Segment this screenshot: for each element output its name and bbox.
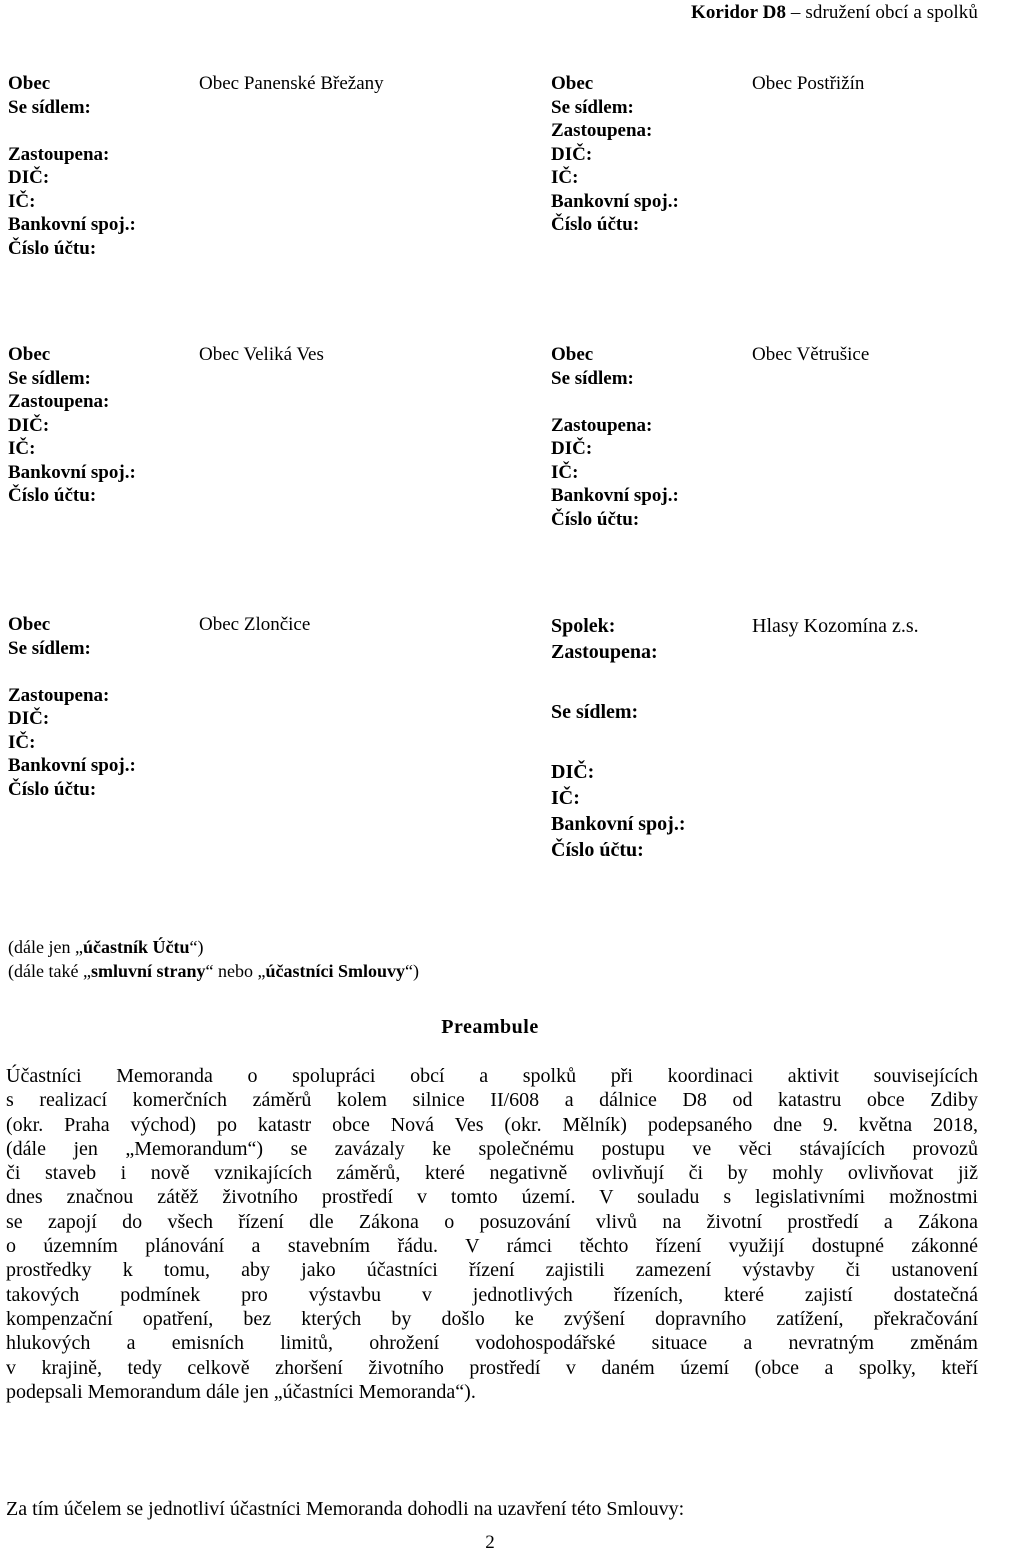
party-name-4: Obec Větrušice (752, 344, 870, 365)
running-header (691, 2, 978, 24)
label-sidlo: Se sídlem: (8, 367, 91, 389)
label-bank: Bankovní spoj.: (551, 485, 679, 506)
label-dic: DIČ: (8, 708, 50, 729)
label-sidlo: Se sídlem: (551, 96, 634, 118)
label-ucet: Číslo účtu: (551, 214, 640, 235)
label-dic: DIČ: (551, 143, 593, 165)
party-labels-6 (551, 613, 686, 863)
paragraph-line: prostředky k tomu, aby jako účastníci řízení zajistili zamezení výstavby či ustanovení (6, 1259, 978, 1282)
label-dic: DIČ: (551, 438, 593, 459)
paragraph-line: takových podmínek pro výstavbu v jednotlivých řízeních, které zajistí dostatečná (6, 1283, 978, 1306)
label-ucet: Číslo účtu: (551, 508, 640, 530)
header-subtitle: – sdružení obcí a spolků (786, 2, 978, 23)
party-labels-5 (8, 613, 136, 801)
label-ic: IČ: (551, 461, 579, 483)
closing-sentence: Za tím účelem se jednotliví účastníci Memoranda dohodli na uzavření této Smlouvy: (6, 1498, 685, 1520)
page-number: 2 (485, 1532, 495, 1553)
label-ucet: Číslo účtu: (8, 237, 97, 259)
label-zastoupena: Zastoupena: (8, 391, 110, 412)
label-bank: Bankovní spoj.: (8, 214, 136, 235)
label-bank: Bankovní spoj.: (551, 190, 679, 212)
label-zastoupena: Zastoupena: (8, 143, 110, 165)
label-ic: IČ: (551, 167, 579, 188)
label-ic: IČ: (551, 787, 580, 809)
label-bank: Bankovní spoj.: (8, 755, 136, 776)
party-labels-3 (8, 343, 136, 508)
paragraph-line: v krajině, tedy celkově zhoršení životního prostředí v daném území (obce a spolky, kteří (6, 1356, 978, 1379)
party-labels-1 (8, 72, 136, 260)
label-dic: DIČ: (8, 167, 50, 188)
definitions (8, 935, 419, 983)
paragraph-line: kompenzační opatření, bez kterých by došlo ke zvýšení dopravního zatížení, překračování (6, 1307, 978, 1330)
paragraph-line: se zapojí do všech řízení dle Zákona o posuzování vlivů na životní prostředí a Zákona (6, 1210, 978, 1233)
label-dic: DIČ: (551, 761, 595, 783)
definition-line-2: (dále také „smluvní strany“ nebo „účastníci Smlouvy“) (8, 961, 419, 981)
section-heading: Preambule (441, 1016, 539, 1038)
label-bank: Bankovní spoj.: (551, 813, 686, 835)
paragraph-line: hlukových a emisních limitů, ohrožení vodohospodářské situace a nevratným změnám (6, 1332, 978, 1355)
label-sidlo: Se sídlem: (8, 637, 91, 659)
label-zastoupena: Zastoupena: (8, 684, 110, 706)
party-labels-4 (551, 343, 679, 531)
paragraph-line: (dále jen „Memorandum“) se zavázaly ke společnému postupu ve věci stávajících provozů (6, 1137, 978, 1160)
label-dic: DIČ: (8, 414, 50, 436)
label-ic: IČ: (8, 190, 36, 212)
label-sidlo: Se sídlem: (551, 367, 634, 389)
label-obec: Obec (8, 73, 51, 94)
paragraph-line: podepsali Memorandum dále jen „účastníci Memoranda“). (6, 1380, 476, 1403)
preamble-paragraph (6, 1064, 978, 1404)
definition-line-1: (dále jen „účastník Účtu“) (8, 937, 204, 957)
label-ic: IČ: (8, 438, 36, 459)
label-ucet: Číslo účtu: (551, 839, 644, 861)
label-obec: Obec (551, 344, 594, 365)
party-labels-2 (551, 72, 679, 237)
party-name-3: Obec Veliká Ves (199, 344, 324, 365)
label-ucet: Číslo účtu: (8, 778, 97, 800)
label-ucet: Číslo účtu: (8, 485, 97, 506)
label-bank: Bankovní spoj.: (8, 461, 136, 483)
label-obec: Obec (551, 73, 594, 94)
label-zastoupena: Zastoupena: (551, 641, 658, 663)
label-obec: Obec (8, 344, 51, 365)
party-name-5: Obec Zlončice (199, 614, 311, 635)
label-sidlo: Se sídlem: (551, 701, 639, 723)
label-ic: IČ: (8, 731, 36, 753)
party-name-1: Obec Panenské Břežany (199, 73, 384, 94)
paragraph-line: dnes značnou zátěž životního prostředí v tomto území. V souladu s legislativními možnostmi (6, 1186, 978, 1209)
party-name-2: Obec Postřižín (752, 73, 865, 94)
label-obec: Obec (8, 614, 51, 635)
party-name-6: Hlasy Kozomína z.s. (752, 615, 919, 637)
label-zastoupena: Zastoupena: (551, 120, 653, 141)
label-spolek: Spolek: (551, 615, 616, 637)
paragraph-line: o územním plánování a stavebním řádu. V rámci těchto řízení využijí dostupné zákonné (6, 1235, 978, 1258)
paragraph-line: s realizací komerčních záměrů kolem silnice II/608 a dálnice D8 od katastru obce Zdiby (6, 1089, 978, 1112)
paragraph-line: (okr. Praha východ) po katastr obce Nová Ves (okr. Mělník) podepsaného dne 9. května 2018, (6, 1113, 978, 1136)
paragraph-line: Účastníci Memoranda o spolupráci obcí a spolků při koordinaci aktivit souvisejících (6, 1065, 978, 1087)
label-zastoupena: Zastoupena: (551, 414, 653, 436)
label-sidlo: Se sídlem: (8, 96, 91, 118)
paragraph-line: či staveb i nově vznikajících záměrů, které negativně ovlivňují či by mohly ovlivňovat již (6, 1162, 978, 1185)
header-title: Koridor D8 (690, 2, 787, 23)
